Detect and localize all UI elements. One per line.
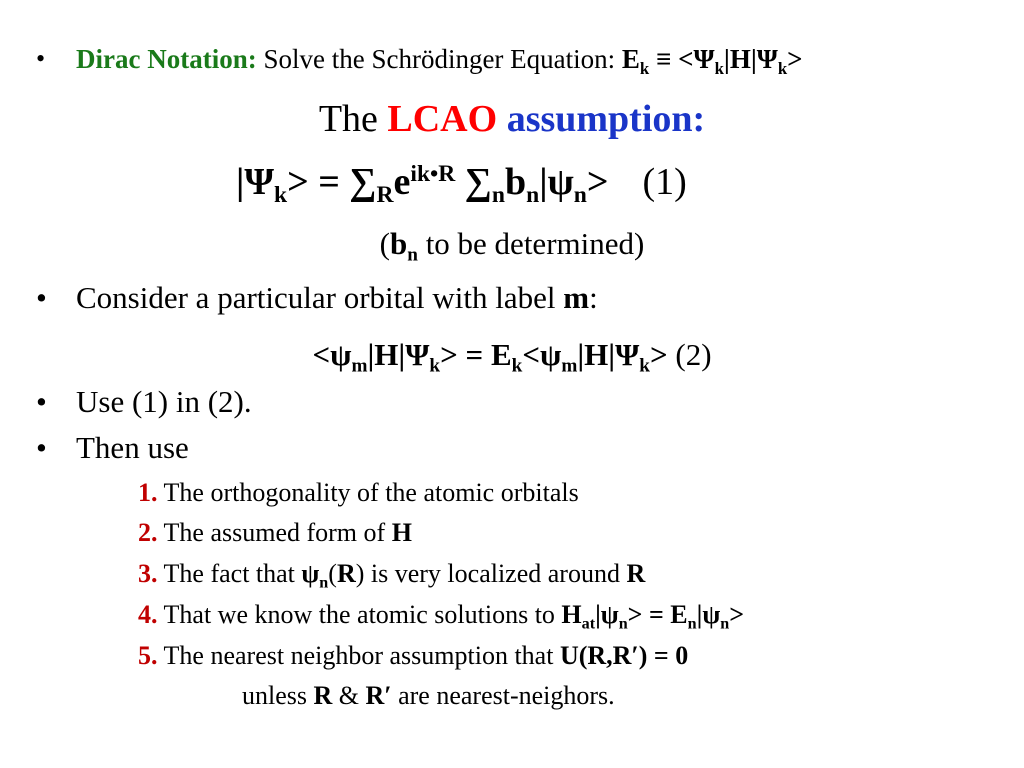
list-item-4: 4. That we know the atomic solutions to $H_{at}|\psi_n> = E_n|\psi_n>$ xyxy=(138,600,745,633)
atomic-equation: $H_{at}|\psi_n> = E_n|\psi_n>$ xyxy=(561,600,745,633)
solve-text: Solve the Schrödinger Equation: xyxy=(256,44,622,74)
lcao-title xyxy=(0,97,1024,141)
equation-2 xyxy=(0,337,1024,377)
bullet-dot: • xyxy=(36,44,46,73)
dirac-notation-label: Dirac Notation: xyxy=(76,44,257,74)
list-item-3: 3. The fact that $\psi_n(R)$ is very localized around R xyxy=(138,559,646,592)
equation-1 xyxy=(236,160,687,209)
bn-note: ($b_n$ to be determined) xyxy=(379,226,645,266)
equation-1-body: $|\Psi_k> = \sum_Re^{ik•R}$ $\sum_nb_n|\psi_n>$ xyxy=(236,161,609,209)
use-1-in-2-line: Use (1) in (2). xyxy=(76,384,252,419)
title-lcao: LCAO xyxy=(387,98,498,140)
consider-orbital-line: Consider a particular orbital with label m: xyxy=(76,280,598,315)
dirac-notation-line xyxy=(76,44,803,78)
list-item-5: 5. The nearest neighbor assumption that U(R,R′) = 0 xyxy=(138,641,689,670)
list-item-1: 1. The orthogonality of the atomic orbitals xyxy=(138,478,579,507)
bullet-dot: • xyxy=(36,280,47,315)
title-assumption: assumption: xyxy=(497,98,706,140)
title-the: The xyxy=(318,98,388,140)
equation-1-number: (1) xyxy=(642,161,687,203)
then-use-line: Then use xyxy=(76,430,189,465)
ek-equation: $E_k \equiv <\Psi_k|H|\Psi_k>$ xyxy=(621,44,803,78)
list-item-2: 2. The assumed form of H xyxy=(138,518,412,547)
bullet-dot: • xyxy=(36,384,47,419)
equation-2-body: $<\psi_m|H|\Psi_k> = E_k<\psi_m|H|\Psi_k>$ xyxy=(312,337,668,377)
equation-2-number: (2) xyxy=(667,337,712,372)
bullet-dot: • xyxy=(36,430,47,465)
list-item-5-continuation: unless R & R′ are nearest-neighors. xyxy=(242,681,615,710)
